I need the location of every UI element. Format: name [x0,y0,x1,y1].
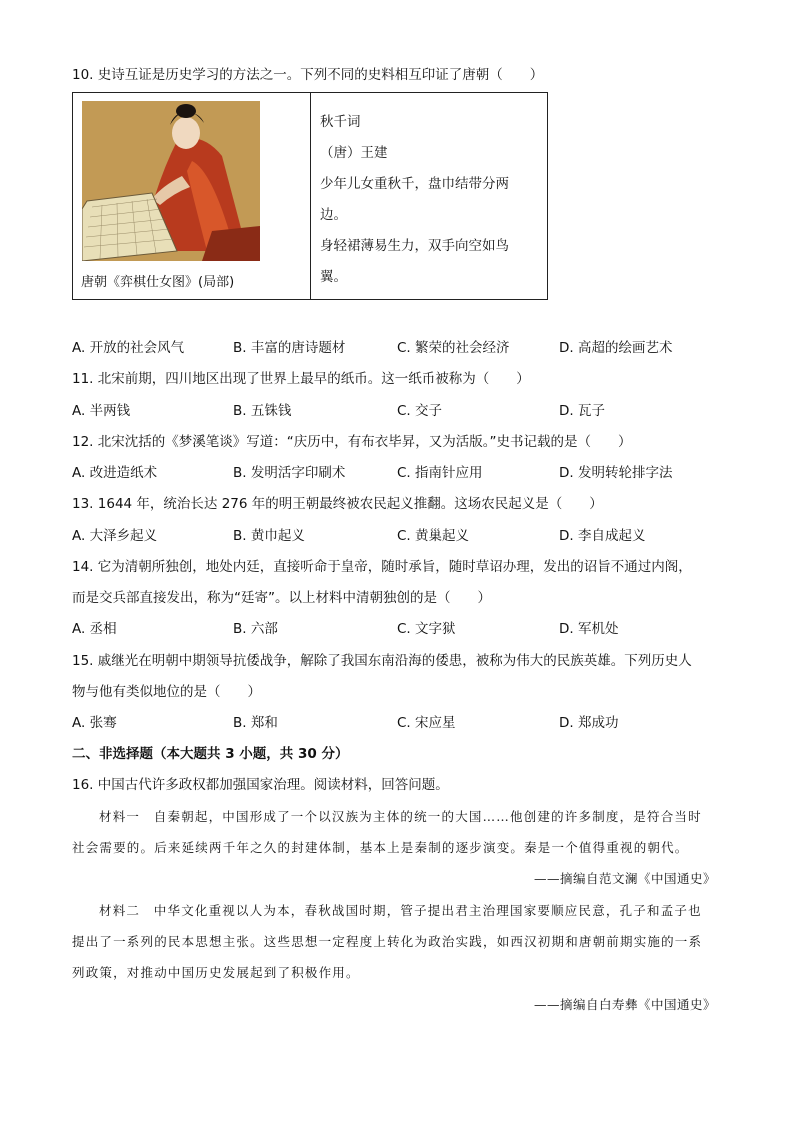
q15-stem-line1: 15. 戚继光在明朝中期领导抗倭战争，解除了我国东南沿海的倭患，被称为伟大的民族英雄。下列历史人 [72,653,692,669]
option-d[interactable]: D. 李自成起义 [559,528,646,544]
option-b[interactable]: B. 六部 [233,621,278,637]
option-a[interactable]: A. 丞相 [72,621,117,637]
option-c[interactable]: C. 宋应星 [397,715,456,731]
poem-line: 秋千词 [320,114,361,130]
option-a[interactable]: A. 半两钱 [72,403,131,419]
poem-line: 身轻裙薄易生力，双手向空如鸟 [320,238,509,254]
q12-options [72,463,732,483]
option-c[interactable]: C. 黄巢起义 [397,528,470,544]
option-d[interactable]: D. 军机处 [559,621,619,637]
painting-caption: 唐朝《弈棋仕女图》(局部) [81,275,235,290]
option-d[interactable]: D. 发明转轮排字法 [559,465,673,481]
option-a[interactable]: A. 张骞 [72,715,117,731]
q10-options [72,338,732,358]
poem-line: 边。 [320,207,347,223]
option-b[interactable]: B. 发明活字印刷术 [233,465,346,481]
material2-source: ——摘编自白寿彝《中国通史》 [533,997,716,1012]
q14-stem-line2: 而是交兵部直接发出，称为“廷寄”。以上材料中清朝独创的是（ ） [72,590,491,606]
material2-line3: 列政策，对推动中国历史发展起到了积极作用。 [72,965,360,980]
q14-options [72,619,732,639]
option-d[interactable]: D. 郑成功 [559,715,619,731]
poem-line: （唐）王建 [320,145,388,161]
table-divider [310,93,311,299]
q16-stem: 16. 中国古代许多政权都加强国家治理。阅读材料，回答问题。 [72,777,449,793]
q13-stem: 13. 1644 年，统治长达 276 年的明王朝最终被农民起义推翻。这场农民起义是（ ） [72,496,603,512]
poem-block [320,107,540,293]
material2-line1: 材料二 中华文化重视以人为本，春秋战国时期，管子提出君主治理国家要顺应民意，孔子和孟子也 [99,903,702,918]
option-a[interactable]: A. 大泽乡起义 [72,528,158,544]
option-b[interactable]: B. 五铢钱 [233,403,292,419]
option-c[interactable]: C. 繁荣的社会经济 [397,340,510,356]
painting-image [82,101,260,261]
option-a[interactable]: A. 开放的社会风气 [72,340,185,356]
material1-line1: 材料一 自秦朝起，中国形成了一个以汉族为主体的统一的大国……他创建的许多制度，是符合当时 [99,809,702,824]
option-d[interactable]: D. 高超的绘画艺术 [559,340,673,356]
q12-stem: 12. 北宋沈括的《梦溪笔谈》写道：“庆历中，有布衣毕昇，又为活版。”史书记载的是（ ） [72,434,632,450]
q13-options [72,526,732,546]
section-title: 二、非选择题（本大题共 3 小题，共 30 分） [72,746,349,762]
q15-stem-line2: 物与他有类似地位的是（ ） [72,684,261,700]
option-b[interactable]: B. 黄巾起义 [233,528,305,544]
option-b[interactable]: B. 郑和 [233,715,278,731]
option-c[interactable]: C. 文字狱 [397,621,456,637]
option-c[interactable]: C. 指南针应用 [397,465,483,481]
q15-options [72,713,732,733]
material2-line2: 提出了一系列的民本思想主张。这些思想一定程度上转化为政治实践，如西汉初期和唐朝前期实施的一系 [72,934,703,949]
option-d[interactable]: D. 瓦子 [559,403,605,419]
material1-line2: 社会需要的。后来延续两千年之久的封建体制，基本上是秦制的逐步演变。秦是一个值得重视的朝代。 [72,840,689,855]
option-a[interactable]: A. 改进造纸术 [72,465,158,481]
poem-line: 翼。 [320,269,347,285]
material1-source: ——摘编自范文澜《中国通史》 [533,871,716,886]
court-lady-painting-icon [82,101,260,261]
option-b[interactable]: B. 丰富的唐诗题材 [233,340,346,356]
q10-source-table [72,92,548,300]
q10-stem: 10. 史诗互证是历史学习的方法之一。下列不同的史料相互印证了唐朝（ ） [72,67,544,83]
poem-line: 少年儿女重秋千，盘巾结带分两 [320,176,509,192]
q11-stem: 11. 北宋前期，四川地区出现了世界上最早的纸币。这一纸币被称为（ ） [72,371,530,387]
q11-options [72,401,732,421]
option-c[interactable]: C. 交子 [397,403,443,419]
q14-stem-line1: 14. 它为清朝所独创，地处内廷，直接听命于皇帝，随时承旨，随时草诏办理，发出的诏旨不通过内阁， [72,559,692,575]
